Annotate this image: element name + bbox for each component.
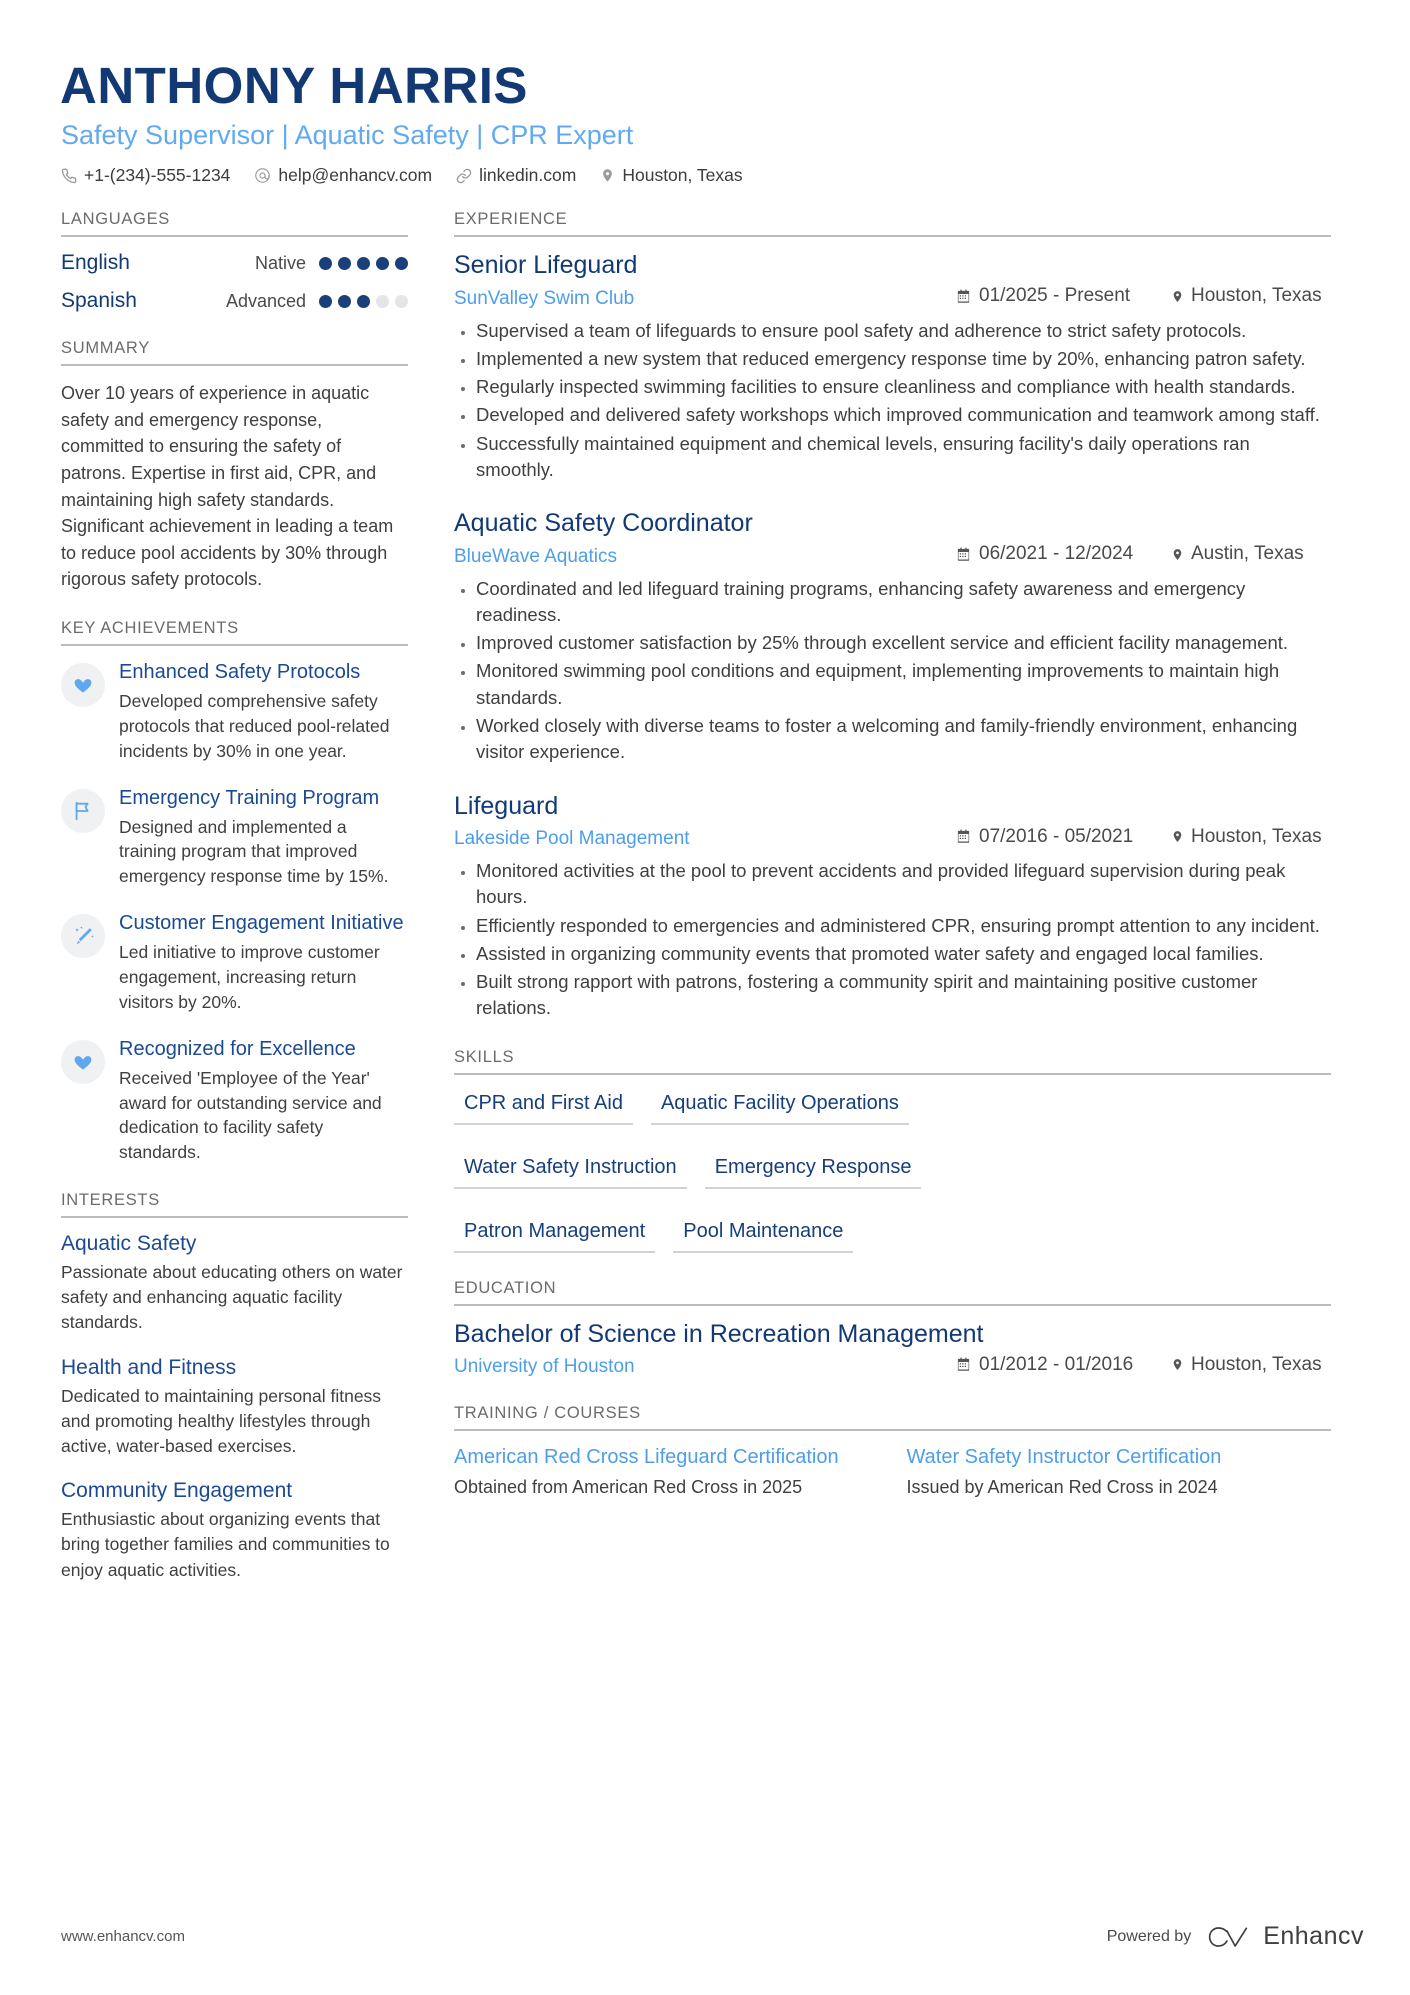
divider <box>61 235 408 237</box>
section-heading-education: EDUCATION <box>454 1278 557 1297</box>
language-level-group <box>255 253 408 274</box>
section-interests <box>61 1191 408 1583</box>
skill-chip: CPR and First Aid <box>454 1089 633 1125</box>
job-title: Senior Lifeguard <box>454 251 638 280</box>
job-bullets <box>454 318 1331 484</box>
section-heading-interests: INTERESTS <box>61 1191 160 1210</box>
job-bullet: • Supervised a team of lifeguards to ensure pool safety and adherence to strict safety protocols. <box>476 318 1331 344</box>
heart-icon <box>61 1040 105 1084</box>
education-date-text: 01/2012 - 01/2016 <box>979 1353 1134 1375</box>
footer-website[interactable]: www.enhancv.com <box>61 1928 185 1945</box>
interest-desc: Passionate about educating others on water safety and enhancing aquatic facility standards. <box>61 1262 403 1333</box>
achievement-desc: Developed comprehensive safety protocols that reduced pool-related incidents by 30% in one year. <box>119 691 390 761</box>
calendar-icon <box>956 289 971 304</box>
skill-chip: Water Safety Instruction <box>454 1153 687 1189</box>
job-date-text: 01/2025 - Present <box>979 285 1131 307</box>
achievement-item <box>61 786 408 890</box>
job-date <box>956 826 1171 848</box>
job-bullet: • Coordinated and led lifeguard training programs, enhancing safety awareness and emergency readiness. <box>476 576 1331 629</box>
summary-text: Over 10 years of experience in aquatic safety and emergency response, committed to ensuring the safety of patrons. Expertise in first aid, CPR, and maintaining high safety standards. Significant achievement in leading a team to reduce pool accidents by 30% through rigorous safety protocols. <box>61 383 394 590</box>
contact-bar <box>61 165 1364 186</box>
job-company[interactable]: Lakeside Pool Management <box>454 828 690 850</box>
email-icon <box>254 167 271 184</box>
divider <box>61 1216 408 1218</box>
job-meta <box>454 285 1331 310</box>
language-rating-dots <box>319 295 408 308</box>
section-heading-training: TRAINING / COURSES <box>454 1404 641 1423</box>
experience-item <box>454 251 1331 483</box>
achievement-item <box>61 911 408 1015</box>
headline: Safety Supervisor | Aquatic Safety | CPR Expert <box>61 120 634 151</box>
job-company[interactable]: BlueWave Aquatics <box>454 545 617 567</box>
skill-chip: Aquatic Facility Operations <box>651 1089 909 1125</box>
rating-dot <box>319 257 332 270</box>
rating-dot <box>319 295 332 308</box>
heart-icon <box>61 663 105 707</box>
interest-item <box>61 1479 408 1583</box>
job-bullet: • Improved customer satisfaction by 25% through excellent service and efficient facility management. <box>476 630 1331 656</box>
skill-chip: Emergency Response <box>705 1153 922 1189</box>
calendar-icon <box>956 547 971 562</box>
powered-by-label: Powered by <box>1106 1927 1192 1945</box>
achievement-item <box>61 1037 408 1165</box>
achievement-title: Enhanced Safety Protocols <box>119 661 361 684</box>
job-location <box>1171 543 1331 565</box>
job-bullet: • Built strong rapport with patrons, fostering a community spirit and maintaining positive customer relations. <box>476 969 1331 1022</box>
language-level: Advanced <box>225 290 306 311</box>
divider <box>454 1429 1331 1431</box>
training-desc: Issued by American Red Cross in 2024 <box>906 1477 1218 1498</box>
divider <box>61 364 408 366</box>
job-meta <box>454 826 1331 851</box>
enhancv-mark-icon <box>1207 1924 1253 1950</box>
language-item <box>61 289 408 313</box>
training-title[interactable]: American Red Cross Lifeguard Certification <box>454 1446 839 1469</box>
phone-icon <box>61 168 77 184</box>
job-bullets <box>454 858 1331 1022</box>
job-bullet: • Monitored swimming pool conditions and equipment, implementing improvements to maintain high standards. <box>476 658 1331 711</box>
job-bullet: • Worked closely with diverse teams to foster a welcoming and family-friendly environment, enhancing visitor experience. <box>476 713 1331 766</box>
divider <box>454 235 1331 237</box>
section-heading-skills: SKILLS <box>454 1047 515 1066</box>
interest-title: Community Engagement <box>61 1479 293 1503</box>
job-date <box>956 543 1171 565</box>
job-bullet: • Efficiently responded to emergencies and administered CPR, ensuring prompt attention to any incident. <box>476 913 1331 939</box>
interest-item <box>61 1232 408 1336</box>
contact-location <box>600 165 742 186</box>
achievement-title: Customer Engagement Initiative <box>119 912 404 935</box>
rating-dot <box>357 257 370 270</box>
language-name: English <box>61 251 130 275</box>
resume-body <box>46 210 1364 1609</box>
rating-dot <box>395 257 408 270</box>
job-location <box>1171 285 1331 307</box>
job-bullet: • Regularly inspected swimming facilities to ensure cleanliness and compliance with health standards. <box>476 374 1331 400</box>
language-level-group <box>226 291 408 312</box>
achievement-desc: Designed and implemented a training program that improved emergency response time by 15%. <box>119 816 389 887</box>
job-bullet: • Monitored activities at the pool to prevent accidents and provided lifeguard supervision during peak hours. <box>476 858 1331 911</box>
location-icon <box>1171 829 1184 844</box>
rating-dot <box>338 295 351 308</box>
contact-linkedin[interactable] <box>456 165 576 186</box>
divider <box>61 644 408 646</box>
main-content <box>426 210 1331 1526</box>
enhancv-wordmark: Enhancv <box>1263 1922 1364 1950</box>
section-heading-summary: SUMMARY <box>61 339 150 358</box>
section-key-achievements <box>61 619 408 1165</box>
rating-dot <box>376 257 389 270</box>
powered-by-group <box>1107 1922 1364 1951</box>
location-icon <box>1171 1357 1184 1372</box>
language-name: Spanish <box>61 289 137 313</box>
contact-phone[interactable] <box>61 165 230 186</box>
achievement-body <box>119 786 408 890</box>
section-heading-experience: EXPERIENCE <box>454 210 568 229</box>
education-date <box>956 1354 1171 1376</box>
section-summary <box>61 339 408 593</box>
skill-chip: Patron Management <box>454 1217 655 1253</box>
job-location-text: Houston, Texas <box>1191 285 1322 307</box>
skills-list <box>454 1089 1331 1253</box>
section-languages <box>61 210 408 313</box>
magic-wand-icon <box>61 914 105 958</box>
divider <box>454 1073 1331 1075</box>
contact-email[interactable] <box>254 165 432 186</box>
sidebar <box>46 210 426 1609</box>
job-location-text: Houston, Texas <box>1191 825 1322 847</box>
job-date-text: 07/2016 - 05/2021 <box>979 825 1134 847</box>
achievement-body <box>119 911 408 1015</box>
calendar-icon <box>956 829 971 844</box>
training-desc: Obtained from American Red Cross in 2025 <box>454 1477 803 1498</box>
achievement-item <box>61 660 408 764</box>
job-bullet: • Implemented a new system that reduced emergency response time by 20%, enhancing patron safety. <box>476 346 1331 372</box>
language-item <box>61 251 408 275</box>
job-location-text: Austin, Texas <box>1191 543 1304 565</box>
calendar-icon <box>956 1357 971 1372</box>
job-company[interactable]: SunValley Swim Club <box>454 287 635 309</box>
achievement-body <box>119 660 408 764</box>
education-item <box>454 1320 1331 1379</box>
contact-linkedin-text: linkedin.com <box>479 165 577 186</box>
location-icon <box>1171 547 1184 562</box>
location-icon <box>600 167 615 184</box>
page-footer <box>61 1922 1364 1951</box>
interest-title: Aquatic Safety <box>61 1232 197 1256</box>
rating-dot <box>395 295 408 308</box>
achievement-title: Emergency Training Program <box>119 786 380 809</box>
training-item <box>907 1445 1332 1500</box>
achievement-desc: Received 'Employee of the Year' award for outstanding service and dedication to facility safety standards. <box>119 1067 382 1163</box>
rating-dot <box>376 295 389 308</box>
experience-item <box>454 792 1331 1022</box>
link-icon <box>456 168 472 184</box>
language-rating-dots <box>319 257 408 270</box>
job-bullet: • Developed and delivered safety workshops which improved communication and teamwork among staff. <box>476 402 1331 428</box>
section-heading-languages: LANGUAGES <box>61 210 170 229</box>
experience-item <box>454 509 1331 765</box>
contact-location-text: Houston, Texas <box>622 165 743 186</box>
page-title: ANTHONY HARRIS <box>60 57 528 114</box>
education-location <box>1171 1354 1331 1376</box>
degree-title: Bachelor of Science in Recreation Management <box>454 1319 984 1348</box>
job-date-text: 06/2021 - 12/2024 <box>979 543 1134 565</box>
achievement-desc: Led initiative to improve customer engagement, increasing return visitors by 20%. <box>119 942 380 1012</box>
contact-phone-text: +1-(234)-555-1234 <box>84 165 231 186</box>
education-location-text: Houston, Texas <box>1191 1353 1322 1375</box>
education-meta <box>454 1354 1331 1379</box>
job-title: Lifeguard <box>454 791 559 820</box>
training-title[interactable]: Water Safety Instructor Certification <box>906 1446 1222 1469</box>
section-education <box>454 1279 1331 1379</box>
interest-item <box>61 1356 408 1460</box>
language-level: Native <box>254 252 306 273</box>
section-experience <box>454 210 1331 1022</box>
section-heading-key-achievements: KEY ACHIEVEMENTS <box>61 619 239 638</box>
rating-dot <box>357 295 370 308</box>
job-bullets <box>454 576 1331 766</box>
job-meta <box>454 543 1331 568</box>
section-training <box>454 1404 1331 1500</box>
flag-icon <box>61 789 105 833</box>
interest-title: Health and Fitness <box>61 1355 237 1379</box>
skill-chip: Pool Maintenance <box>673 1217 853 1253</box>
location-icon <box>1171 289 1184 304</box>
section-skills <box>454 1048 1331 1253</box>
job-bullet: • Assisted in organizing community events that promoted water safety and engaged local families. <box>476 941 1331 967</box>
job-location <box>1171 826 1331 848</box>
resume-header <box>46 58 1364 186</box>
job-bullet: • Successfully maintained equipment and chemical levels, ensuring facility's daily operations ran smoothly. <box>476 431 1331 484</box>
achievement-title: Recognized for Excellence <box>119 1037 356 1060</box>
rating-dot <box>338 257 351 270</box>
interest-desc: Dedicated to maintaining personal fitness and promoting healthy lifestyles through active, water-based exercises. <box>61 1385 382 1456</box>
achievement-body <box>119 1037 408 1165</box>
job-date <box>956 285 1171 307</box>
interest-desc: Enthusiastic about organizing events that bring together families and communities to enjoy aquatic activities. <box>61 1509 390 1580</box>
training-list <box>454 1445 1331 1500</box>
job-title: Aquatic Safety Coordinator <box>454 509 753 538</box>
contact-email-text: help@enhancv.com <box>278 165 433 186</box>
school-name[interactable]: University of Houston <box>454 1356 635 1378</box>
enhancv-logo <box>1207 1922 1364 1951</box>
divider <box>454 1304 1331 1306</box>
training-item <box>454 1445 879 1500</box>
